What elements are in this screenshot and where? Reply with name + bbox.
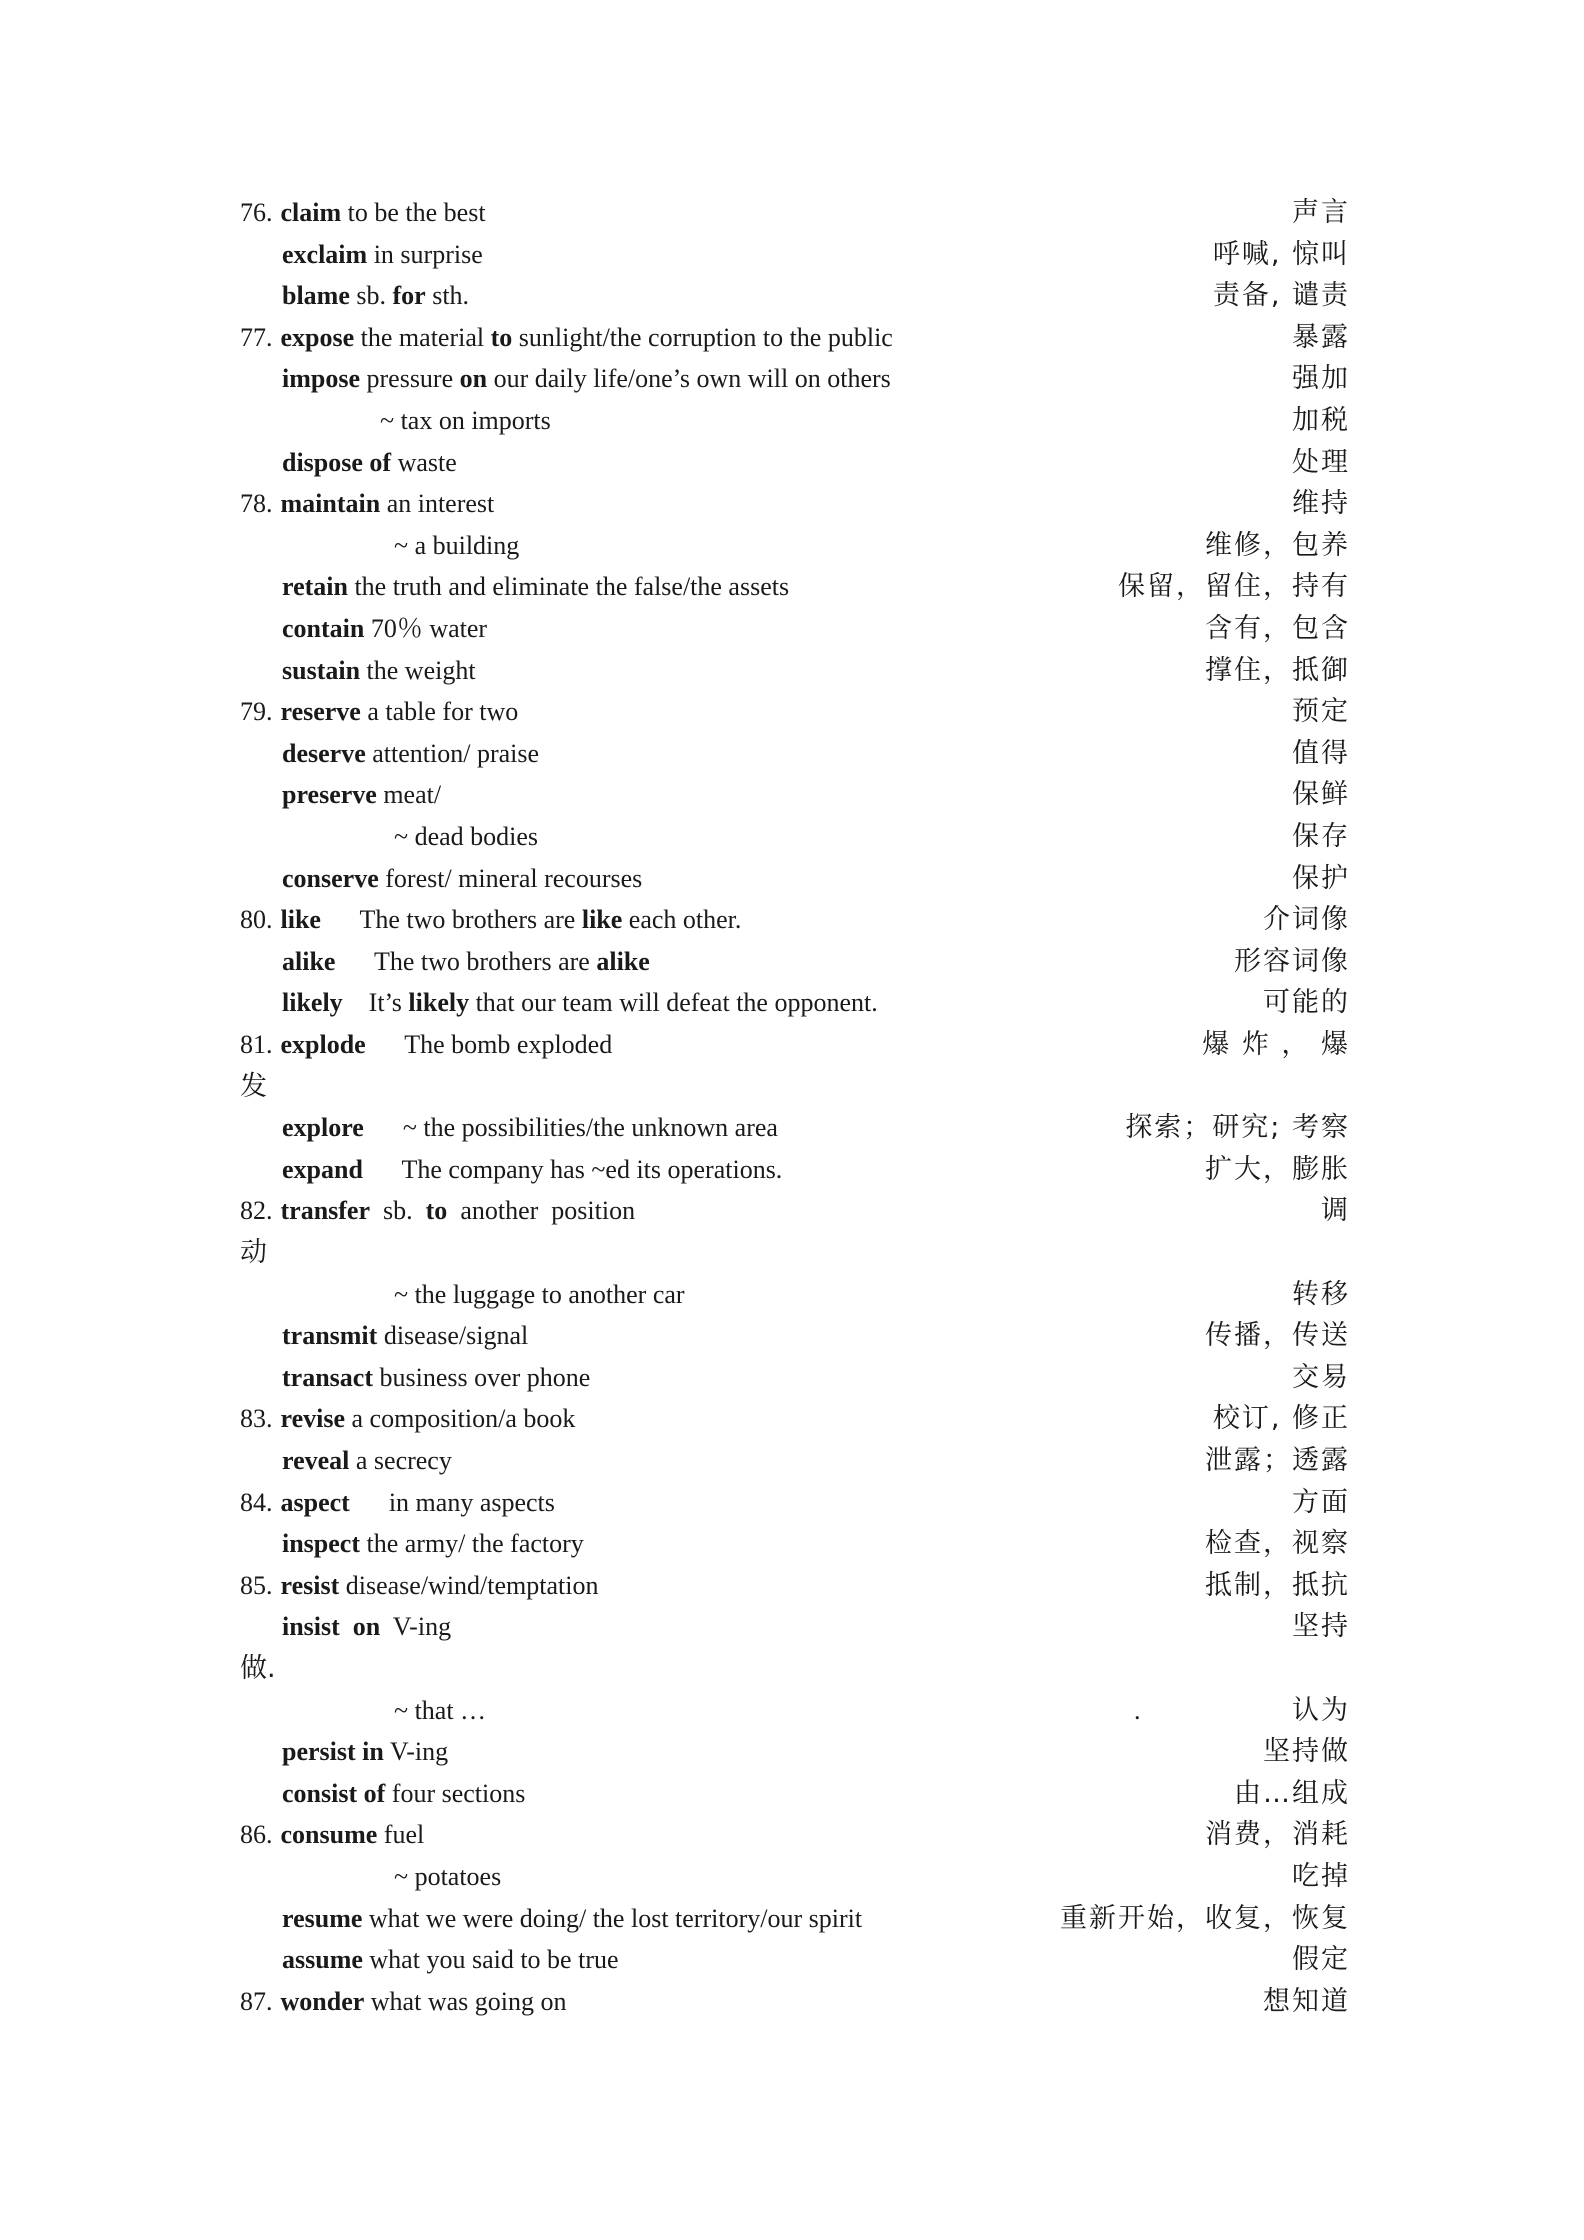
keyword: maintain (280, 489, 381, 519)
keyword: like (280, 905, 321, 935)
english-phrase (282, 982, 878, 1024)
vocab-entry (0, 1773, 1584, 1815)
english-phrase (282, 275, 469, 317)
english-phrase (240, 1565, 598, 1607)
keyword: expose (280, 322, 355, 352)
chinese-meaning: 泄露；透露 (1205, 1445, 1350, 1476)
vocab-entry (0, 1898, 1584, 1940)
chinese-meaning: 强加 (1292, 363, 1350, 395)
entry-number: 85. (240, 1570, 273, 1600)
wrap-text: 做. (240, 1653, 276, 1684)
english-phrase (282, 1149, 782, 1191)
entry-number: 82. (240, 1196, 273, 1226)
phrase-text: four sections (385, 1778, 526, 1808)
vocab-entry (0, 1315, 1584, 1357)
chinese-meaning: 传播，传送 (1205, 1320, 1350, 1352)
phrase-text: ~ tax on imports (380, 406, 551, 435)
phrase-text: ~ the possibilities/the unknown area (363, 1113, 778, 1143)
phrase-text: V-ing (383, 1737, 449, 1767)
keyword: transmit (282, 1321, 378, 1351)
keyword: consume (280, 1820, 378, 1850)
chinese-meaning: 预定 (1292, 696, 1350, 728)
chinese-meaning: 责备, 谴责 (1212, 280, 1350, 312)
phrase-text: V-ing (380, 1612, 452, 1642)
chinese-meaning: 抵制，抵抗 (1205, 1569, 1350, 1601)
chinese-meaning: 由…组成 (1234, 1777, 1350, 1809)
vocab-entry (0, 733, 1584, 775)
keyword: likely (282, 988, 343, 1018)
vocab-entry (0, 1731, 1584, 1773)
entry-number: 76. (240, 198, 273, 227)
keyword: resist (280, 1570, 340, 1600)
entry-number: 86. (240, 1820, 273, 1850)
chinese-meaning: 可能的 (1263, 987, 1350, 1019)
phrase-text: what you said to be true (362, 1945, 619, 1975)
english-phrase (394, 1856, 501, 1898)
phrase-text: The two brothers are (320, 905, 582, 935)
keyword: to (490, 322, 513, 352)
keyword: like (581, 905, 623, 935)
entry-number: 83. (240, 1404, 273, 1434)
keyword: explode (280, 1030, 366, 1059)
chinese-meaning: 呼喊, 惊叫 (1212, 238, 1350, 270)
phrase-text: sb. (349, 281, 393, 311)
phrase-text: forest/ mineral recourses (378, 863, 643, 893)
english-phrase (282, 1606, 451, 1648)
phrase-text: The two brothers are (335, 946, 597, 976)
phrase-text: sth. (425, 281, 470, 311)
chinese-meaning: 调 (1321, 1195, 1350, 1227)
entry-number: 79. (240, 697, 273, 727)
english-phrase (282, 1357, 590, 1399)
english-phrase (240, 192, 486, 234)
keyword: conserve (282, 863, 379, 893)
english-phrase (282, 358, 891, 400)
wrap-text: 动 (240, 1237, 267, 1268)
keyword: retain (282, 572, 348, 602)
chinese-meaning: 方面 (1292, 1486, 1350, 1518)
keyword: insist on (282, 1612, 381, 1642)
vocab-entry (0, 816, 1584, 858)
chinese-meaning: 转移 (1292, 1278, 1350, 1310)
phrase-text: the material (354, 322, 491, 352)
entry-number: 84. (240, 1487, 273, 1517)
vocab-entry (0, 1440, 1584, 1482)
vocab-entry (0, 1482, 1584, 1524)
chinese-meaning: 形容词像 (1234, 945, 1350, 977)
phrase-text: disease/signal (377, 1321, 529, 1351)
vocab-entry (0, 1107, 1584, 1149)
english-phrase (240, 1024, 612, 1066)
keyword: reveal (282, 1446, 350, 1475)
english-phrase (282, 442, 457, 484)
vocab-entry (0, 1814, 1584, 1856)
vocab-entry (0, 317, 1584, 359)
phrase-text: fuel (377, 1820, 425, 1850)
chinese-meaning: 维持 (1292, 488, 1350, 520)
chinese-meaning: 交易 (1292, 1361, 1350, 1393)
english-phrase (240, 1814, 424, 1856)
english-phrase (282, 1731, 448, 1773)
wrapped-line (0, 1648, 1584, 1690)
chinese-meaning: 假定 (1292, 1944, 1350, 1976)
chinese-meaning: 检查，视察 (1205, 1528, 1350, 1560)
entry-number: 77. (240, 322, 273, 352)
vocab-entry (0, 1190, 1584, 1232)
english-phrase (240, 1981, 566, 2023)
vocab-entry (0, 442, 1584, 484)
english-phrase (282, 1315, 528, 1357)
keyword: inspect (282, 1529, 360, 1559)
english-phrase (240, 1398, 575, 1440)
keyword: transfer (280, 1196, 371, 1226)
phrase-text: It’s (342, 988, 409, 1018)
keyword: alike (282, 946, 336, 976)
phrase-text: attention/ praise (365, 738, 540, 768)
vocab-entry (0, 400, 1584, 442)
phrase-text: sunlight/the corruption to the public (512, 322, 893, 352)
keyword: consist of (282, 1778, 386, 1808)
keyword: explore (282, 1113, 364, 1143)
vocab-entry (0, 1274, 1584, 1316)
vocab-entry (0, 1398, 1584, 1440)
keyword: expand (282, 1154, 363, 1184)
vocab-entry (0, 1565, 1584, 1607)
keyword: dispose of (282, 447, 392, 477)
english-phrase (282, 234, 483, 276)
english-phrase (282, 1440, 452, 1482)
phrase-text: The company has ~ed its operations. (362, 1154, 783, 1184)
vocab-entry (0, 1149, 1584, 1191)
chinese-meaning: 吃掉 (1292, 1861, 1350, 1892)
english-phrase (394, 1690, 486, 1732)
wrap-text: 发 (240, 1070, 267, 1102)
keyword: sustain (282, 655, 361, 685)
phrase-text: waste (391, 447, 457, 477)
vocab-entry (0, 1024, 1584, 1066)
dot-mark: . (1134, 1695, 1141, 1725)
chinese-meaning: 撑住，抵御 (1205, 654, 1350, 686)
chinese-meaning: 值得 (1292, 737, 1350, 769)
keyword: blame (282, 281, 350, 311)
english-phrase (282, 608, 487, 650)
chinese-meaning: 含有，包含 (1205, 613, 1350, 644)
phrase-text: ~ dead bodies (394, 822, 539, 851)
phrase-text: the truth and eliminate the false/the assets (347, 572, 790, 602)
phrase-text: another position (447, 1196, 636, 1226)
phrase-text: our daily life/one’s own will on others (487, 364, 891, 394)
entry-number: 87. (240, 1986, 273, 2016)
chinese-meaning: 坚持 (1292, 1611, 1350, 1643)
chinese-meaning: 介词像 (1263, 904, 1350, 936)
phrase-text: sb. (370, 1196, 426, 1226)
phrase-text: to be the best (341, 198, 486, 227)
chinese-meaning: 爆 炸 ， 爆 (1202, 1029, 1350, 1060)
english-phrase (394, 1274, 685, 1316)
vocab-entry (0, 650, 1584, 692)
english-phrase (282, 1773, 525, 1815)
vocab-entry (0, 1606, 1584, 1648)
phrase-text: a table for two (360, 697, 519, 727)
phrase-text: The bomb exploded (365, 1030, 613, 1059)
vocab-entry (0, 774, 1584, 816)
english-phrase (394, 816, 538, 858)
vocab-entry (0, 1523, 1584, 1565)
phrase-text: ~ potatoes (394, 1862, 502, 1891)
vocab-entry (0, 608, 1584, 650)
english-phrase (282, 566, 789, 608)
keyword: revise (280, 1404, 345, 1434)
vocab-entry (0, 941, 1584, 983)
wrapped-line (0, 1066, 1584, 1108)
vocab-entry (0, 525, 1584, 567)
english-phrase (282, 941, 650, 983)
chinese-meaning: 声言 (1292, 197, 1350, 228)
chinese-meaning: 校订, 修正 (1212, 1403, 1350, 1435)
english-phrase (282, 1939, 619, 1981)
english-phrase (240, 691, 518, 733)
vocab-entry (0, 1856, 1584, 1898)
chinese-meaning: 扩大，膨胀 (1205, 1153, 1350, 1185)
phrase-text: ~ the luggage to another car (394, 1279, 685, 1309)
english-phrase (282, 858, 642, 900)
vocab-entry (0, 858, 1584, 900)
chinese-meaning: 探索；研究; 考察 (1125, 1112, 1350, 1144)
phrase-text: ~ a building (394, 530, 520, 560)
vocab-entry (0, 358, 1584, 400)
wrapped-line (0, 1232, 1584, 1274)
vocab-entry (0, 982, 1584, 1024)
chinese-meaning: 加税 (1292, 405, 1350, 436)
phrase-text: ~ that … (394, 1695, 487, 1725)
keyword: exclaim (282, 239, 368, 269)
chinese-meaning: 保护 (1292, 862, 1350, 894)
chinese-meaning: 保留，留住，持有 (1118, 571, 1350, 603)
chinese-meaning: 重新开始，收复，恢复 (1060, 1902, 1350, 1934)
phrase-text: each other. (622, 905, 742, 935)
chinese-meaning: 暴露 (1292, 321, 1350, 353)
english-phrase (240, 1482, 555, 1524)
english-phrase (282, 650, 476, 692)
keyword: aspect (280, 1487, 350, 1517)
vocab-entry (0, 275, 1584, 317)
keyword: likely (408, 988, 470, 1018)
phrase-text: the army/ the factory (360, 1529, 584, 1559)
english-phrase (282, 1107, 778, 1149)
phrase-text: what we were doing/ the lost territory/our spirit (362, 1903, 863, 1933)
vocab-entry (0, 899, 1584, 941)
vocab-entry (0, 1690, 1584, 1732)
phrase-text: the weight (360, 655, 476, 685)
chinese-meaning: 认为 (1292, 1694, 1350, 1726)
vocab-entry (0, 1357, 1584, 1399)
phrase-text: what was going on (364, 1986, 567, 2016)
english-phrase (240, 899, 741, 941)
phrase-text: an interest (380, 489, 495, 519)
keyword: claim (280, 198, 342, 227)
vocab-entry (0, 234, 1584, 276)
keyword: resume (282, 1903, 363, 1933)
vocab-entry (0, 1981, 1584, 2023)
entry-number: 81. (240, 1030, 273, 1059)
phrase-text: pressure (360, 364, 460, 394)
keyword: preserve (282, 780, 377, 810)
english-phrase (282, 774, 441, 816)
keyword: for (392, 281, 426, 311)
chinese-meaning: 保存 (1292, 821, 1350, 852)
chinese-meaning: 坚持做 (1263, 1736, 1350, 1768)
keyword: transact (282, 1362, 373, 1392)
english-phrase (282, 1523, 584, 1565)
entry-number: 80. (240, 905, 273, 935)
vocab-entry (0, 483, 1584, 525)
vocab-entry (0, 691, 1584, 733)
entry-number: 78. (240, 489, 273, 519)
chinese-meaning: 想知道 (1263, 1985, 1350, 2017)
english-phrase (282, 1898, 862, 1940)
english-phrase (240, 1190, 635, 1232)
vocab-entry (0, 566, 1584, 608)
vocab-entry (0, 192, 1584, 234)
english-phrase (240, 317, 893, 359)
phrase-text: meat/ (376, 780, 442, 810)
keyword: reserve (280, 697, 361, 727)
chinese-meaning: 处理 (1292, 446, 1350, 478)
phrase-text: a composition/a book (345, 1404, 576, 1434)
english-phrase (240, 483, 494, 525)
phrase-text: 70％ water (364, 614, 488, 643)
vocab-entry (0, 1939, 1584, 1981)
keyword: wonder (280, 1986, 365, 2016)
keyword: deserve (282, 738, 366, 768)
keyword: contain (282, 614, 365, 643)
english-phrase (380, 400, 551, 442)
keyword: assume (282, 1945, 363, 1975)
keyword: impose (282, 364, 360, 394)
phrase-text: in surprise (367, 239, 483, 269)
keyword: persist in (282, 1737, 384, 1767)
english-phrase (282, 733, 539, 775)
phrase-text: disease/wind/temptation (339, 1570, 599, 1600)
keyword: on (459, 364, 488, 394)
chinese-meaning: 消费，消耗 (1205, 1819, 1350, 1851)
chinese-meaning: 保鲜 (1292, 779, 1350, 811)
keyword: to (425, 1196, 448, 1226)
chinese-meaning: 维修，包养 (1205, 529, 1350, 561)
phrase-text: that our team will defeat the opponent. (469, 988, 878, 1018)
english-phrase (394, 525, 519, 567)
phrase-text: business over phone (372, 1362, 591, 1392)
keyword: alike (596, 946, 650, 976)
phrase-text: a secrecy (349, 1446, 452, 1475)
phrase-text: in many aspects (349, 1487, 555, 1517)
